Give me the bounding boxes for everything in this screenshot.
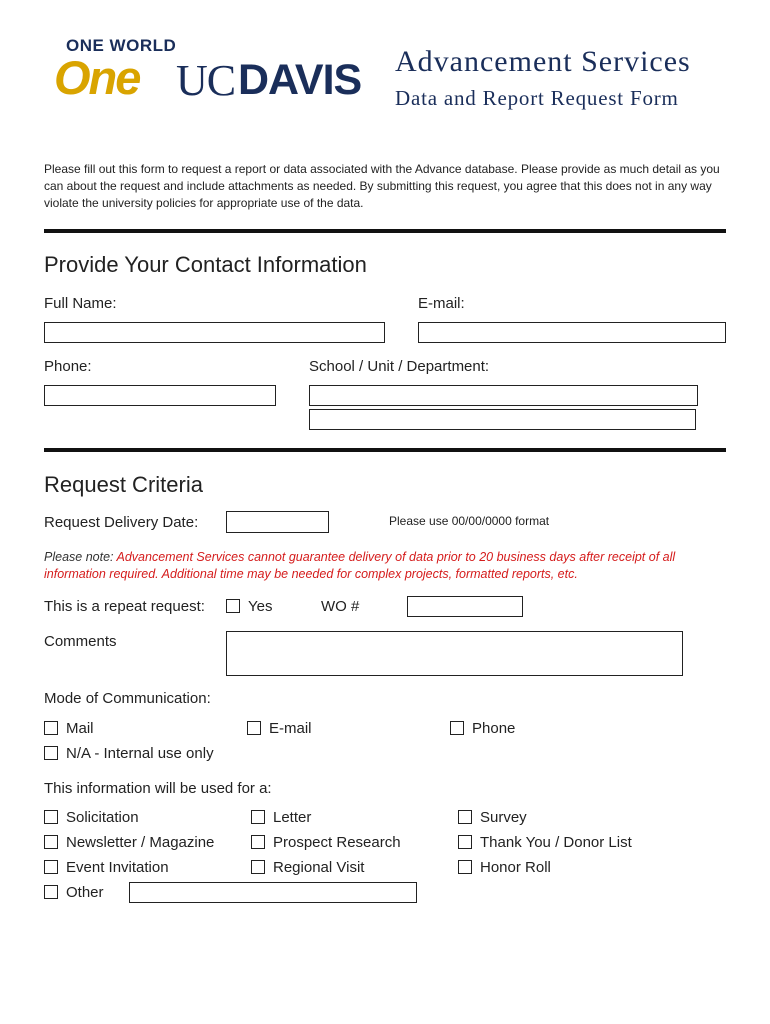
department-field-2[interactable] xyxy=(309,409,696,430)
note-prefix: Please note: xyxy=(44,550,114,564)
repeat-yes-checkbox[interactable] xyxy=(226,599,240,613)
use-letter-label: Letter xyxy=(273,809,312,826)
use-survey-checkbox[interactable] xyxy=(458,810,472,824)
mode-email-label: E-mail xyxy=(269,720,312,737)
use-label: This information will be used for a: xyxy=(44,780,272,797)
logo-one: One xyxy=(54,51,140,104)
mode-internal-checkbox[interactable] xyxy=(44,746,58,760)
delivery-note xyxy=(44,549,734,582)
use-event-invitation-checkbox[interactable] xyxy=(44,860,58,874)
mode-internal-label: N/A - Internal use only xyxy=(66,745,214,762)
use-regional-visit-checkbox[interactable] xyxy=(251,860,265,874)
use-honor-roll-label: Honor Roll xyxy=(480,859,551,876)
use-thank-you-checkbox[interactable] xyxy=(458,835,472,849)
section-divider xyxy=(44,229,726,233)
wo-number-field[interactable] xyxy=(407,596,523,617)
use-solicitation-checkbox[interactable] xyxy=(44,810,58,824)
use-survey-label: Survey xyxy=(480,809,527,826)
note-body: Advancement Services cannot guarantee delivery of data prior to 20 business days after receipt of all information required. Additional time may be needed for complex projects, formatted reports, etc. xyxy=(44,550,676,581)
use-other-label: Other xyxy=(66,884,104,901)
delivery-date-label: Request Delivery Date: xyxy=(44,514,199,531)
section-divider xyxy=(44,448,726,452)
use-other-checkbox[interactable] xyxy=(44,885,58,899)
page-title: Advancement Services xyxy=(395,45,691,78)
mode-phone-label: Phone xyxy=(472,720,516,737)
date-format-hint: Please use 00/00/0000 format xyxy=(389,514,550,528)
full-name-field[interactable] xyxy=(44,322,385,343)
mode-phone-checkbox[interactable] xyxy=(450,721,464,735)
intro-text: Please fill out this form to request a report or data associated with the Advance database. Please provide as much detail as you can about the request and include attachments as needed. By submitting this request, you agree that this does not in any way violate the university policies for appropriate use of the data. xyxy=(44,162,720,210)
criteria-heading: Request Criteria xyxy=(44,472,203,497)
comments-field[interactable] xyxy=(226,631,683,676)
mode-email-checkbox[interactable] xyxy=(247,721,261,735)
comments-label: Comments xyxy=(44,633,117,650)
email-label: E-mail: xyxy=(418,295,465,312)
mode-mail-label: Mail xyxy=(66,720,94,737)
mode-label: Mode of Communication: xyxy=(44,690,211,707)
use-regional-visit-label: Regional Visit xyxy=(273,859,365,876)
email-field[interactable] xyxy=(418,322,726,343)
use-newsletter-label: Newsletter / Magazine xyxy=(66,834,215,851)
page-subtitle: Data and Report Request Form xyxy=(395,86,679,110)
use-event-invitation-label: Event Invitation xyxy=(66,859,169,876)
mode-mail-checkbox[interactable] xyxy=(44,721,58,735)
phone-label: Phone: xyxy=(44,358,92,375)
wo-label: WO # xyxy=(321,598,360,615)
phone-field[interactable] xyxy=(44,385,276,406)
use-prospect-research-label: Prospect Research xyxy=(273,834,401,851)
repeat-yes-label: Yes xyxy=(248,598,273,615)
department-label: School / Unit / Department: xyxy=(309,358,490,375)
contact-heading: Provide Your Contact Information xyxy=(44,252,367,277)
use-honor-roll-checkbox[interactable] xyxy=(458,860,472,874)
use-newsletter-checkbox[interactable] xyxy=(44,835,58,849)
repeat-request-label: This is a repeat request: xyxy=(44,598,205,615)
delivery-date-field[interactable] xyxy=(226,511,329,533)
logo-uc: UC xyxy=(176,56,236,105)
use-letter-checkbox[interactable] xyxy=(251,810,265,824)
use-other-field[interactable] xyxy=(129,882,417,903)
logo-one-world: ONE WORLD xyxy=(66,36,177,55)
full-name-label: Full Name: xyxy=(44,295,117,312)
use-solicitation-label: Solicitation xyxy=(66,809,139,826)
department-field-1[interactable] xyxy=(309,385,698,406)
use-thank-you-label: Thank You / Donor List xyxy=(480,834,632,851)
use-prospect-research-checkbox[interactable] xyxy=(251,835,265,849)
logo-davis: DAVIS xyxy=(238,56,362,104)
